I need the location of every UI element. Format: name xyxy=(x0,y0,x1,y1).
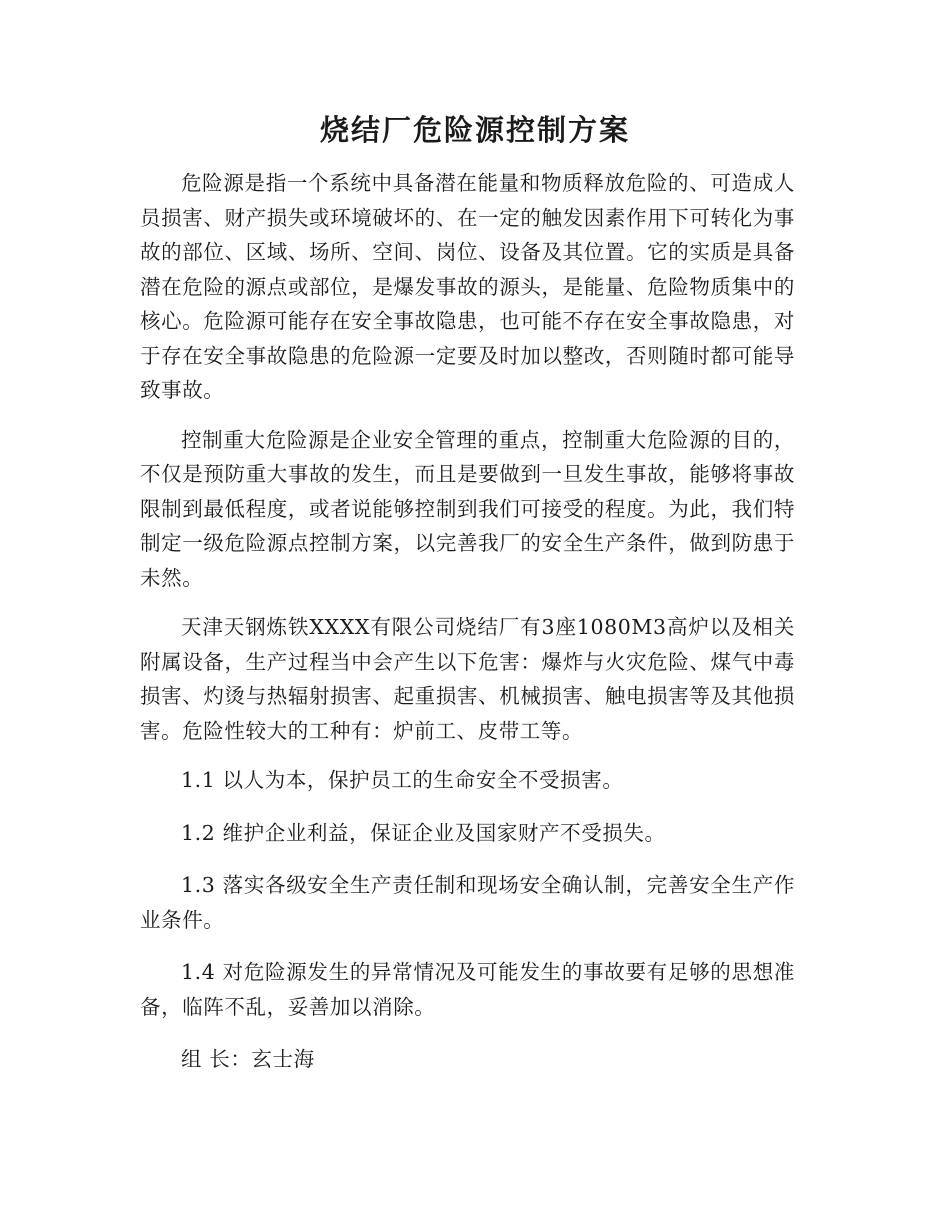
paragraph-definition: 危险源是指一个系统中具备潜在能量和物质释放危险的、可造成人员损害、财产损失或环境破坏的、在一定的触发因素作用下可转化为事故的部位、区域、场所、空间、岗位、设备及其位置。它的实质是具备潜在危险的源点或部位，是爆发事故的源头，是能量、危险物质集中的核心。危险源可能存在安全事故隐患，也可能不存在安全事故隐患，对于存在安全事故隐患的危险源一定要及时加以整改，否则随时都可能导致事故。 xyxy=(140,171,795,402)
list-item-1-4: 1.4 对危险源发生的异常情况及可能发生的事故要有足够的思想准备，临阵不乱，妥善加以消除。 xyxy=(140,960,795,1019)
list-item-1-3: 1.3 落实各级安全生产责任制和现场安全确认制，完善安全生产作业条件。 xyxy=(140,873,795,932)
list-item-1-2: 1.2 维护企业利益，保证企业及国家财产不受损失。 xyxy=(181,820,666,845)
paragraph-control-purpose: 控制重大危险源是企业安全管理的重点，控制重大危险源的目的，不仅是预防重大事故的发生，而且是要做到一旦发生事故，能够将事故限制到最低程度，或者说能够控制到我们可接受的程度。为此，我们特制定一级危险源点控制方案，以完善我厂的安全生产条件，做到防患于未然。 xyxy=(140,427,795,590)
list-item-1-1: 1.1 以人为本，保护员工的生命安全不受损害。 xyxy=(181,768,624,792)
document-body xyxy=(140,166,795,1077)
document-title: 烧结厂危险源控制方案 xyxy=(319,113,630,147)
paragraph-plant-overview: 天津天钢炼铁XXXX有限公司烧结厂有3座1080M3高炉以及相关附属设备，生产过程当中会产生以下危害：爆炸与火灾危险、煤气中毒损害、灼烫与热辐射损害、起重损害、机械损害、触电损害等及其他损害。危险性较大的工种有：炉前工、皮带工等。 xyxy=(140,615,795,743)
team-leader-line: 组 长：玄士海 xyxy=(181,1047,315,1071)
